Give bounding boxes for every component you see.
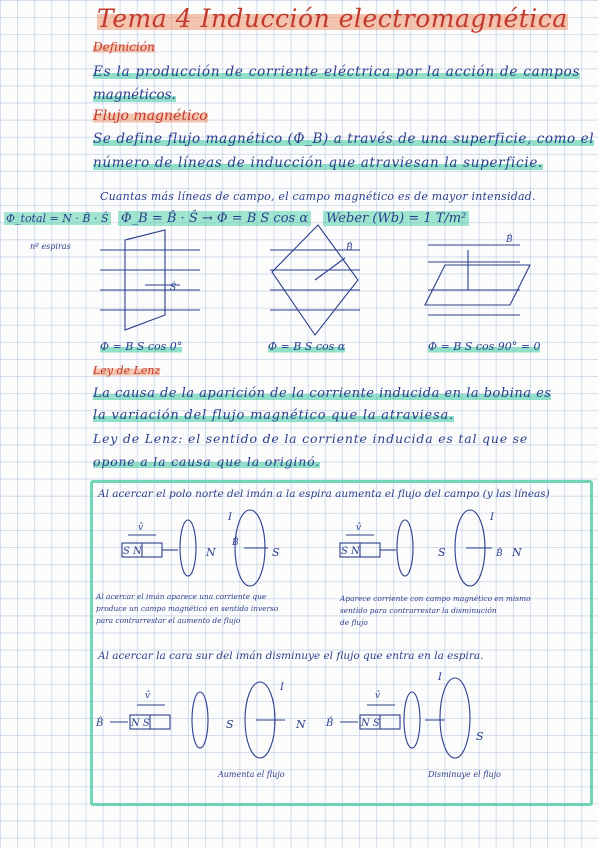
pole-n-bl: N xyxy=(296,718,306,731)
magnet-label-tr: S N xyxy=(341,546,360,557)
box-line-2: Al acercar la cara sur del imán disminuye el flujo que entra en la espira. xyxy=(98,650,484,662)
note-right-line-2: sentido para contrarrestar la disminución xyxy=(340,606,497,615)
lenz-line-3: Ley de Lenz: el sentido de la corriente inducida es tal que se xyxy=(93,431,529,446)
magnet-label-tl: S N xyxy=(123,546,142,557)
note-right-line-3: de flujo xyxy=(340,618,368,627)
flujo-unit: Weber (Wb) = 1 T/m² xyxy=(323,211,469,226)
flujo-line-2: número de líneas de inducción que atraviesan la superficie. xyxy=(93,155,544,171)
caption-left: Aumenta el flujo xyxy=(218,770,285,779)
box-line-1: Al acercar el polo norte del imán a la espira aumenta el flujo del campo (y las líneas) xyxy=(98,488,550,500)
current-tl: I xyxy=(228,512,232,523)
b-label-br: B̂ xyxy=(326,718,334,729)
lenz-line-1: La causa de la aparición de la corriente inducida en la bobina es xyxy=(93,386,552,401)
b-label-tr: B̂ xyxy=(496,549,503,559)
heading-flujo: Flujo magnético xyxy=(93,108,208,124)
definicion-line-1: Es la producción de corriente eléctrica por la acción de campos xyxy=(93,64,581,80)
lenz-line-2: la variación del flujo magnético que la atraviesa. xyxy=(93,408,455,423)
side-note: nº espiras xyxy=(30,242,71,251)
note-right-line-1: Aparece corriente con campo magnético en mismo xyxy=(340,594,531,603)
v-label-tr: v̂ xyxy=(356,523,362,533)
flujo-line-1: Se define flujo magnético (Φ_B) a través de una superficie, como el xyxy=(93,131,595,147)
diagram-label-1: Φ = B S cos 0° xyxy=(100,340,183,353)
pole-s-tr: S xyxy=(438,546,446,559)
v-label-br: v̂ xyxy=(375,691,381,701)
side-formula: Φ_total = N · B̂ · Ŝ xyxy=(6,212,109,225)
diagram-label-2: Φ = B S cos α xyxy=(268,340,346,353)
lenz-example-box xyxy=(90,480,593,806)
caption-right: Disminuye el flujo xyxy=(428,770,501,779)
v-label-bl: v̂ xyxy=(145,691,151,701)
heading-lenz: Ley de Lenz xyxy=(93,364,161,377)
note-left-line-1: Al acercar el imán aparece una corriente que xyxy=(96,592,267,601)
current-br: I xyxy=(438,672,442,683)
pole-n-tr: N xyxy=(512,546,522,559)
pole-s-tl: S xyxy=(272,546,280,559)
current-bl: I xyxy=(280,682,284,693)
pole-s-bl: S xyxy=(226,718,234,731)
pole-s-br: S xyxy=(476,730,484,743)
vector-s-label: Ŝ xyxy=(170,283,177,293)
vector-b-label-2: B̂ xyxy=(506,235,513,245)
flujo-line-3: Cuantas más líneas de campo, el campo magnético es de mayor intensidad. xyxy=(100,190,536,203)
b-label-bl: B̂ xyxy=(96,718,104,729)
b-label-tl: B̂ xyxy=(232,538,239,548)
magnet-label-bl: N S xyxy=(131,718,150,729)
magnet-label-br: N S xyxy=(361,718,380,729)
page-title: Tema 4 Inducción electromagnética xyxy=(97,4,568,33)
note-left-line-2: produce un campo magnético en sentido inverso xyxy=(96,604,279,613)
flujo-formula: Φ_B = B̂ · Ŝ → Φ = B S cos α xyxy=(118,211,311,226)
pole-n-tl: N xyxy=(206,546,216,559)
heading-definicion: Definición xyxy=(93,40,155,54)
vector-b-label: B̂ xyxy=(346,243,353,253)
diagram-label-3: Φ = B S cos 90° = 0 xyxy=(428,340,541,353)
current-tr: I xyxy=(490,512,494,523)
v-label-tl: v̂ xyxy=(138,523,144,533)
note-left-line-3: para contrarrestar el aumento de flujo xyxy=(96,616,241,625)
definicion-line-2: magnéticos. xyxy=(93,87,176,103)
lenz-line-4: opone a la causa que la originó. xyxy=(93,454,320,469)
